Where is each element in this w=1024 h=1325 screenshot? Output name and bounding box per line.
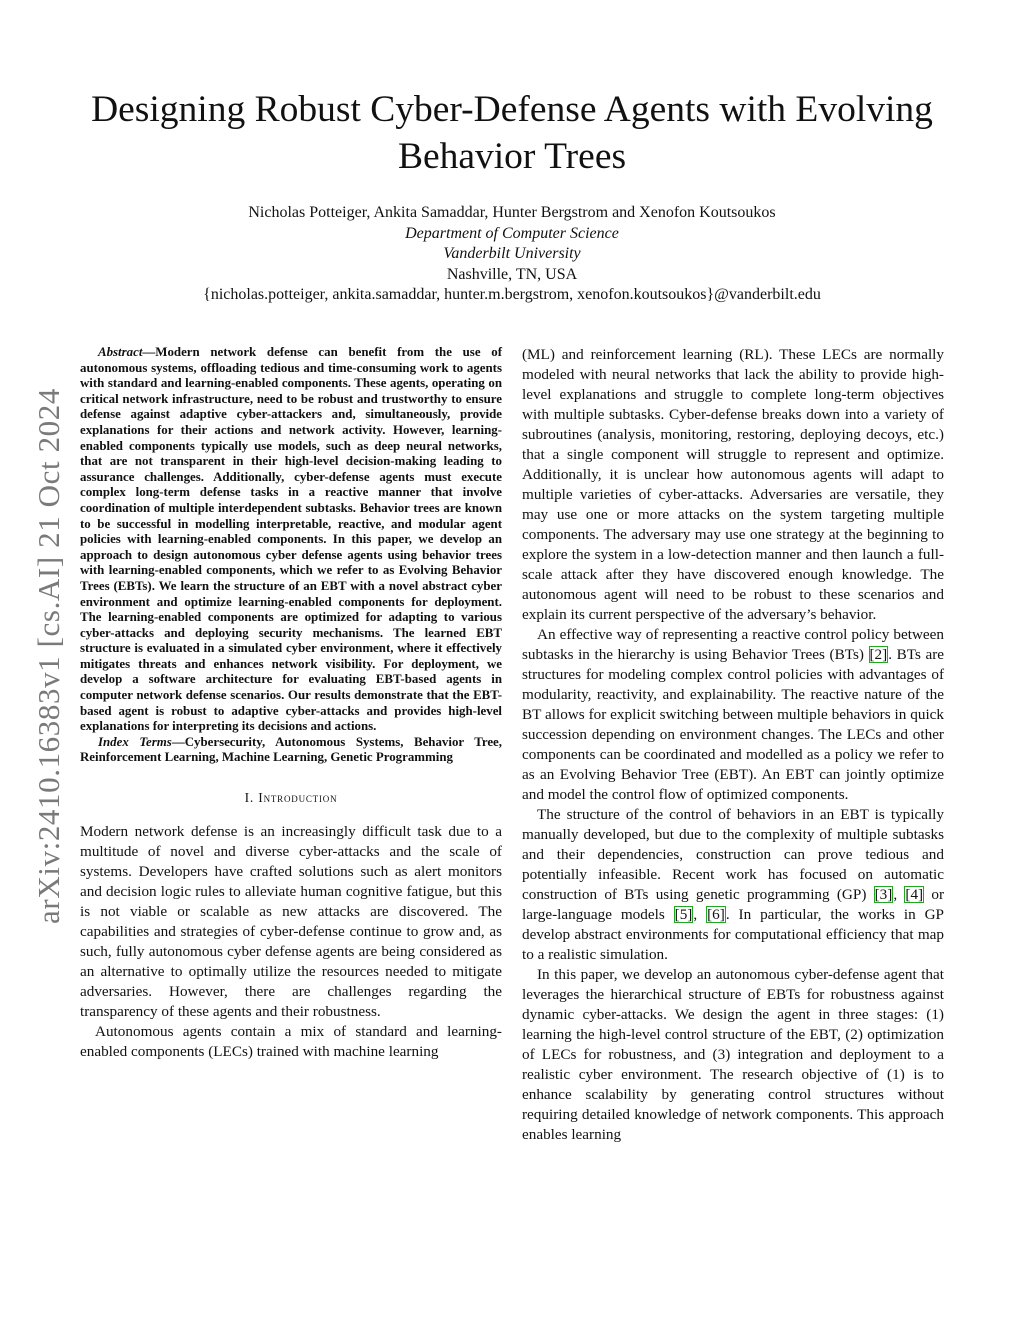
right-column xyxy=(522,345,944,1145)
paper-title: Designing Robust Cyber-Defense Agents with Evolving Behavior Trees xyxy=(91,89,933,177)
paragraph-text: , xyxy=(693,906,707,923)
abstract xyxy=(80,345,502,735)
author-names: Nicholas Potteiger, Ankita Samaddar, Hunter Bergstrom and Xenofon Koutsoukos xyxy=(248,204,776,221)
author-department: Department of Computer Science xyxy=(405,224,619,242)
paragraph-text: or large-language models xyxy=(522,886,945,923)
section-heading-introduction xyxy=(80,790,502,806)
paragraph-text: The structure of the control of behaviors in an EBT is typically manually developed, but due to the complexity of multiple subtasks and their dependencies, construction can prove tedious and potentially infeasible. Recent work has focused on automatic construction of BTs using genetic programming (GP) xyxy=(522,806,944,903)
left-column xyxy=(80,345,502,1062)
section-name: Introduction xyxy=(258,790,338,806)
section-number: I. xyxy=(244,790,255,806)
index-terms-text: —Cybersecurity, Autonomous Systems, Behavior Tree, Reinforcement Learning, Machine Learning, Genetic Programming xyxy=(80,734,502,765)
arxiv-identifier-text: arXiv:2410.16383v1 [cs.AI] 21 Oct 2024 xyxy=(31,388,66,924)
intro-paragraph-2-continued: (ML) and reinforcement learning (RL). These LECs are normally modeled with neural networks that lack the ability to provide high-level explanations and struggle to complete long-term objectives with multiple subtasks. Cyber-defense breaks down into a variety of subroutines (analysis, monitoring, restoring, deploying decoys, etc.) that a single component will struggle to represent and optimize. Additionally, it is unclear how autonomous agents will adapt to multiple varieties of cyber-attacks. Adversaries are versatile, they may use one or more attacks on the system targeting multiple components. The adversary may use one strategy at the beginning to explore the system in a low-detection manner and then launch a full-scale attack after they have discovered enough knowledge. The autonomous agent will need to be robust to these scenarios and explain its current perspective of the adversary’s behavior. xyxy=(522,346,944,623)
index-terms xyxy=(80,735,502,766)
author-university: Vanderbilt University xyxy=(443,245,581,262)
intro-paragraph-2: Autonomous agents contain a mix of standard and learning-enabled components (LECs) trained with machine learning xyxy=(80,1023,502,1061)
paragraph-text: . In particular, the works in GP develop abstract environments for computational efficiency that map to a realistic simulation. xyxy=(522,906,945,963)
author-location: Nashville, TN, USA xyxy=(446,265,578,283)
arxiv-identifier-stamp xyxy=(27,366,71,946)
citation-link-3[interactable]: [3] xyxy=(874,886,893,903)
abstract-label: Abstract xyxy=(98,345,143,359)
intro-paragraph-4 xyxy=(522,805,944,965)
abstract-text: —Modern network defense can benefit from the use of autonomous systems, offloading tedious and time-consuming work to agents with standard and learning-enabled components. These agents, operating on critical network infrastructure, need to be robust and trustworthy to ensure defense against adaptive cyber-attackers and, simultaneously, provide explanations for their actions and network activity. However, learning-enabled components typically use models, such as deep neural networks, that are not transparent in their high-level decision-making leading to assurance challenges. Additionally, cyber-defense agents must execute complex long-term defense tasks in a reactive manner that involve coordination of multiple interdependent subtasks. Behavior trees are known to be successful in modelling interpretable, reactive, and modular agent policies with learning-enabled components. In this paper, we develop an approach to design autonomous cyber defense agents using behavior trees with learning-enabled components, which we refer to as Evolving Behavior Trees (EBTs). We learn the structure of an EBT with a novel abstract cyber environment and optimize learning-enabled components for deployment. The learning-enabled components are optimized for adapting to various cyber-attacks and deploying security mechanisms. The learned EBT structure is evaluated in a simulated cyber environment, where it effectively mitigates threats and enhances network visibility. For deployment, we develop a software architecture for evaluating EBT-based agents in computer network defense scenarios. Our results demonstrate that the EBT-based agent is robust to adaptive cyber-attacks and provides high-level explanations for interpreting its decisions and actions. xyxy=(80,345,502,734)
paragraph-text: , xyxy=(893,886,905,903)
citation-link-2[interactable]: [2] xyxy=(869,646,888,663)
paragraph-text: . BTs are structures for modeling complex control policies with advantages of modularity, reactivity, and explainability. The reactive nature of the BT allows for explicit switching between multiple behaviors in quick succession depending on environment changes. The LECs and other components can be coordinated and modelled as a policy we refer to as an Evolving Behavior Tree (EBT). An EBT can jointly optimize and model the control flow of optimized components. xyxy=(522,646,944,803)
citation-link-4[interactable]: [4] xyxy=(905,886,924,903)
author-emails: {nicholas.potteiger, ankita.samaddar, hunter.m.bergstrom, xenofon.koutsoukos}@vanderbilt.edu xyxy=(203,286,821,303)
citation-link-6[interactable]: [6] xyxy=(707,906,725,923)
author-block xyxy=(80,203,944,306)
paragraph-text: An effective way of representing a reactive control policy between subtasks in the hierarchy is using Behavior Trees (BTs) xyxy=(522,626,944,663)
index-terms-label: Index Terms xyxy=(98,734,172,749)
intro-paragraph-3 xyxy=(522,625,944,805)
citation-link-5[interactable]: [5] xyxy=(674,906,693,923)
intro-paragraph-1: Modern network defense is an increasingly difficult task due to a multitude of novel and diverse cyber-attacks and the scale of systems. Developers have crafted solutions such as alert monitors and decision logic rules to alleviate human cognitive fatigue, but this is not viable or scalable as new attacks are discovered. The capabilities and strategies of cyber-defense continue to grow and, as such, fully autonomous cyber defense agents are being considered as an alternative to optimally utilize the resources needed to mitigate adversaries. However, there are challenges regarding the transparency of these agents and their robustness. xyxy=(80,823,502,1021)
intro-paragraph-5: In this paper, we develop an autonomous cyber-defense agent that leverages the hierarchical structure of EBTs for robustness against dynamic cyber-attacks. We design the agent in three stages: (1) learning the high-level control structure of the EBT, (2) optimization of LECs for robustness, and (3) integration and deployment to a realistic cyber environment. The research objective of (1) is to enhance scalability by generating control structures without requiring detailed knowledge of network components. This approach enables learning xyxy=(522,966,944,1143)
